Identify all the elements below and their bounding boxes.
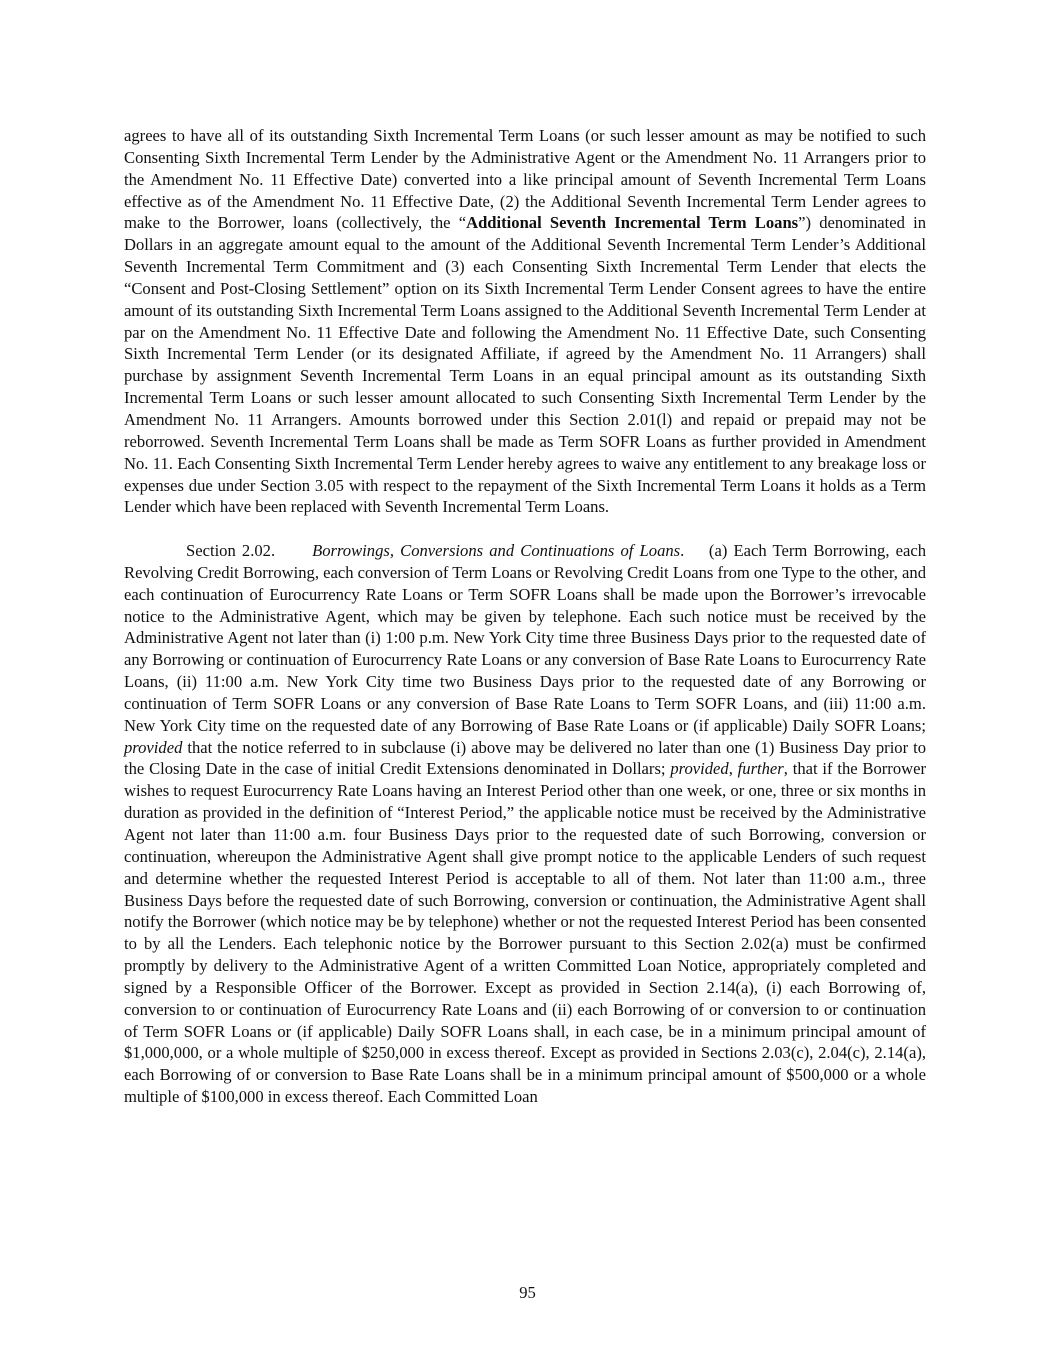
paragraph-text: ”) denominated in Dollars in an aggregate amount equal to the amount of the Additional Seventh Incremental Term Lender’s Additional Seventh Incremental Term Commitment and (3) each Consenting Sixth Incremental Term Lender that elects the “Consent and Post-Closing Settlement” option on its Sixth Incremental Term Lender Consent agrees to have the entire amount of its outstanding Sixth Incremental Term Loans assigned to the Additional Seventh Incremental Term Lender at par on the Amendment No. 11 Effective Date and following the Amendment No. 11 Effective Date, such Consenting Sixth Incremental Term Lender (or its designated Affiliate, if agreed by the Amendment No. 11 Arrangers) shall purchase by assignment Seventh Incremental Term Loans in an equal principal amount as its outstanding Sixth Incremental Term Loans or such lesser amount allocated to such Consenting Sixth Incremental Term Lender by the Amendment No. 11 Arrangers. Amounts borrowed under this Section 2.01(l) and repaid or prepaid may not be reborrowed. Seventh Incremental Term Loans shall be made as Term SOFR Loans as further provided in Amendment No. 11. Each Consenting Sixth Incremental Term Lender hereby agrees to waive any entitlement to any breakage loss or expenses due under Section 3.05 with respect to the repayment of the Sixth Incremental Term Loans it holds as a Term Lender which have been replaced with Seventh Incremental Term Loans. [124,213,926,517]
section-text: , [728,759,738,779]
provided-term: provided [670,759,729,779]
document-body [124,125,926,1108]
section-text: (a) Each Term Borrowing, each Revolving Credit Borrowing, each conversion of Term Loans or Revolving Credit Loans from one Type to the other, and each continuation of Eurocurrency Rate Loans or Term SOFR Loans shall be made upon the Borrower’s irrevocable notice to the Administrative Agent, which may be given by telephone. Each such notice must be received by the Administrative Agent not later than (i) 1:00 p.m. New York City time three Business Days prior to the requested date of any Borrowing or continuation of Eurocurrency Rate Loans or any conversion of Base Rate Loans to Eurocurrency Rate Loans, (ii) 11:00 a.m. New York City time two Business Days prior to the requested date of any Borrowing or continuation of Term SOFR Loans or any conversion of Base Rate Loans to Term SOFR Loans, and (iii) 11:00 a.m. New York City time on the requested date of any Borrowing of Base Rate Loans or (if applicable) Daily SOFR Loans; [124,541,927,735]
section-paragraph [124,540,926,1108]
section-text: that the notice referred to in subclause (i) above may be delivered no later than one (1) Business Day prior to the Closing Date in the case of initial Credit Extensions denominated in Dollars; [124,737,926,779]
provided-term: provided [124,737,183,757]
paragraph-continuation [124,125,926,518]
section-title: Borrowings, Conversions and Continuations of Loans [312,541,681,561]
paragraph-text: agrees to have all of its outstanding Sixth Incremental Term Loans (or such lesser amount as may be notified to such Consenting Sixth Incremental Term Lender by the Administrative Agent or the Amendment No. 11 Arrangers prior to the Amendment No. 11 Effective Date) converted into a like principal amount of Seventh Incremental Term Loans effective as of the Amendment No. 11 Effective Date, (2) the Additional Seventh Incremental Term Lender agrees to make to the Borrower, loans (collectively, the “ [124,126,926,233]
further-term: further [737,759,784,779]
section-text: , that if the Borrower wishes to request Eurocurrency Rate Loans having an Interest Period other than one week, or one, three or six months in duration as provided in the definition of “Interest Period,” the applicable notice must be received by the Administrative Agent not later than 11:00 a.m. four Business Days prior to the requested date of such Borrowing, conversion or continuation, whereupon the Administrative Agent shall give prompt notice to the applicable Lenders of such request and determine whether the requested Interest Period is acceptable to all of them. Not later than 11:00 a.m., three Business Days before the requested date of such Borrowing, conversion or continuation, the Administrative Agent shall notify the Borrower (which notice may be by telephone) whether or not the requested Interest Period has been consented to by all the Lenders. Each telephonic notice by the Borrower pursuant to this Section 2.02(a) must be confirmed promptly by delivery to the Administrative Agent of a written Committed Loan Notice, appropriately completed and signed by a Responsible Officer of the Borrower. Except as provided in Section 2.14(a), (i) each Borrowing of, conversion to or continuation of Eurocurrency Rate Loans and (ii) each Borrowing of or conversion to or continuation of Term SOFR Loans or (if applicable) Daily SOFR Loans shall, in each case, be in a minimum principal amount of $1,000,000, or a whole multiple of $250,000 in excess thereof. Except as provided in Sections 2.03(c), 2.04(c), 2.14(a), each Borrowing of or conversion to Base Rate Loans shall be in a minimum principal amount of $500,000 or a whole multiple of $100,000 in excess thereof. Each Committed Loan [124,759,927,1107]
defined-term: Additional Seventh Incremental Term Loans [466,213,799,233]
section-number: Section 2.02. [186,541,276,561]
page-number: 95 [519,1283,536,1302]
section-title-period: . [680,541,685,561]
